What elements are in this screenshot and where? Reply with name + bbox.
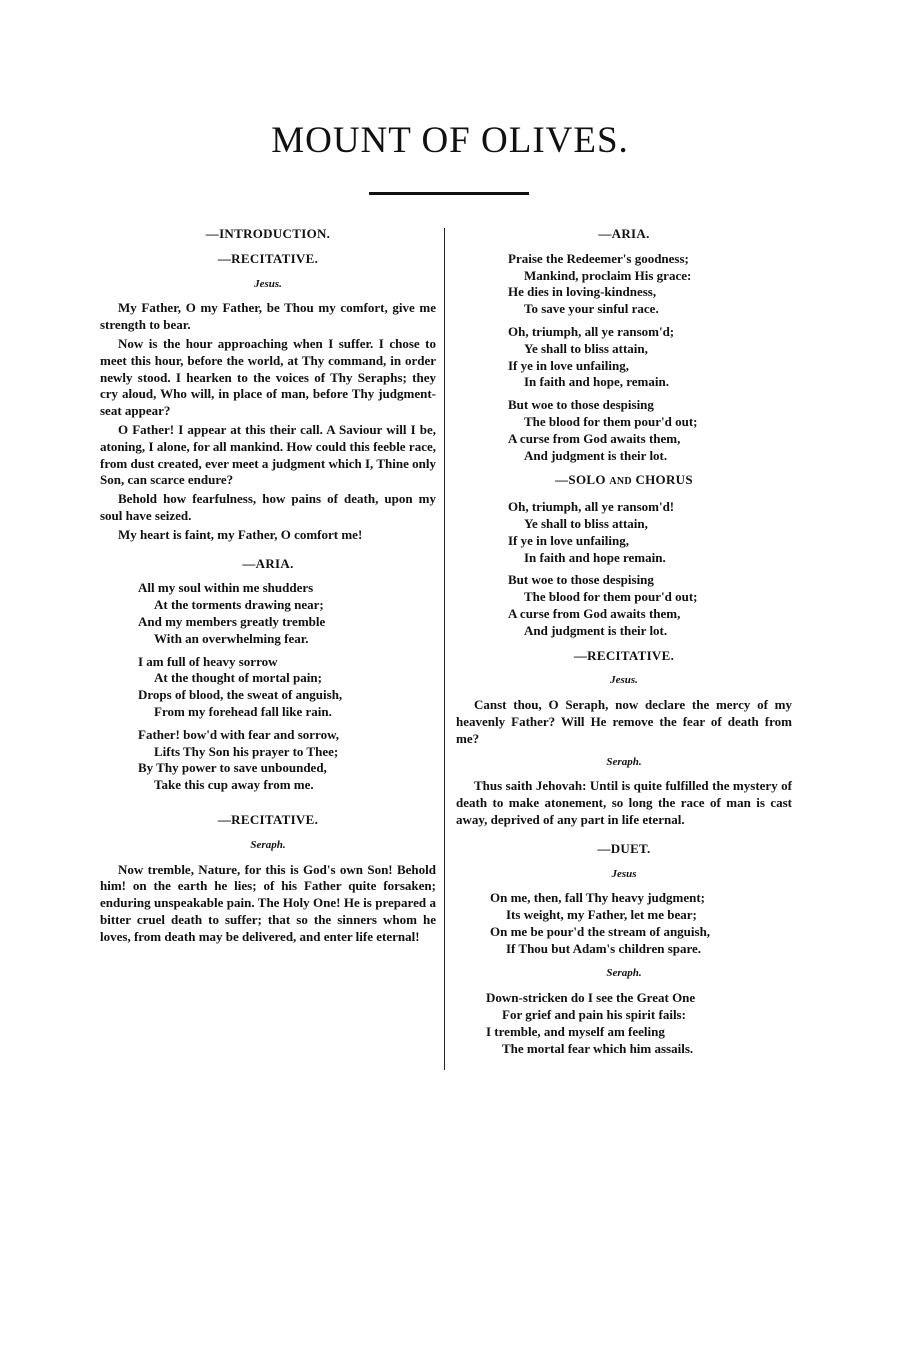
verse-line: He dies in loving-kindness, (508, 284, 657, 300)
verse-line: A curse from God awaits them, (508, 430, 681, 446)
stanza (508, 397, 792, 464)
recitative-text (100, 862, 436, 946)
duet-verse (456, 890, 792, 957)
role-label: Jesus. (610, 674, 638, 687)
verse-line: Mankind, proclaim His grace: (524, 267, 692, 283)
verse-line: But woe to those despising (508, 572, 654, 588)
duet-heading: —DUET. (597, 840, 651, 856)
verse-line: For grief and pain his spirit fails: (502, 1007, 686, 1023)
recitative-heading: —RECITATIVE. (573, 647, 675, 663)
aria-verse (456, 251, 792, 465)
paragraph: O Father! I appear at this their call. A Saviour will I be, atoning, I alone, for all mankind. How could this feeble race, from dust created, ever meet a judgment which I, Thine only Son, can scarce endure? (100, 421, 436, 488)
paragraph: Canst thou, O Seraph, now declare the mercy of my heavenly Father? Will He remove the fear of death from me? (456, 697, 792, 746)
paragraph: Thus saith Jehovah: Until is quite fulfilled the mystery of death to make atonement, so long the race of man is cast away, deprived of any part in life eternal. (456, 778, 792, 827)
verse-line: From my forehead fall like rain. (154, 703, 332, 719)
verse-line: And my members greatly tremble (138, 613, 326, 629)
paragraph: My Father, O my Father, be Thou my comfort, give me strength to bear. (100, 300, 436, 333)
stanza (138, 580, 436, 647)
verse-line: Take this cup away from me. (154, 777, 314, 793)
verse-line: The blood for them pour'd out; (524, 413, 698, 429)
paragraph: Behold how fearfulness, how pains of death, upon my soul have seized. (100, 491, 436, 523)
verse-line: The blood for them pour'd out; (524, 589, 698, 605)
verse-line: Drops of blood, the sweat of anguish, (138, 687, 343, 703)
role-label: Jesus (611, 867, 637, 880)
verse-line: With an overwhelming fear. (154, 630, 309, 646)
verse-line: A curse from God awaits them, (508, 605, 681, 621)
solo-label: —SOLO (555, 472, 606, 488)
stanza (486, 990, 792, 1057)
verse-line: All my soul within me shudders (138, 580, 314, 596)
stanza (508, 251, 792, 318)
verse-line: If ye in love unfailing, (508, 532, 629, 548)
role-label: Seraph. (606, 967, 642, 980)
title-rule (369, 192, 529, 195)
verse-line: Oh, triumph, all ye ransom'd! (508, 499, 675, 515)
recitative-text (100, 300, 436, 543)
verse-line: On me, then, fall Thy heavy judgment; (490, 890, 705, 906)
column-divider (444, 228, 445, 1070)
verse-line: At the thought of mortal pain; (154, 670, 322, 686)
verse-line: If Thou but Adam's children spare. (506, 940, 702, 956)
stanza (508, 499, 792, 566)
recitative-text (456, 778, 792, 828)
stanza (508, 324, 792, 391)
verse-line: The mortal fear which him assails. (502, 1040, 694, 1056)
verse-line: In faith and hope remain. (524, 549, 666, 565)
right-column (456, 226, 792, 1065)
verse-line: Father! bow'd with fear and sorrow, (138, 726, 340, 742)
verse-line: And judgment is their lot. (524, 447, 668, 463)
aria-heading: —ARIA. (242, 555, 294, 571)
aria-heading: —ARIA. (598, 226, 650, 241)
stanza (490, 890, 792, 957)
paragraph: My heart is faint, my Father, O comfort me! (118, 526, 363, 542)
verse-line: On me be pour'd the stream of anguish, (490, 923, 711, 939)
paragraph: Now is the hour approaching when I suffer. I chose to meet this hour, before the world, at Thy command, in order newly stood. I hearken to the voices of Thy Seraphs; they cry aloud, Who will, in place of man, before Thy judgment-seat appear? (100, 335, 436, 419)
verse-line: By Thy power to save unbounded, (138, 760, 327, 776)
verse-line: Its weight, my Father, let me bear; (506, 907, 697, 923)
left-column (100, 226, 436, 947)
stanza (508, 572, 792, 639)
verse-line: Ye shall to bliss attain, (524, 515, 648, 531)
verse-line: Praise the Redeemer's goodness; (508, 250, 689, 266)
and-label: AND (609, 476, 632, 488)
verse-line: In faith and hope, remain. (524, 374, 669, 390)
chorus-verse (456, 499, 792, 639)
aria-verse (100, 580, 436, 794)
duet-verse (456, 990, 792, 1057)
paragraph: Now tremble, Nature, for this is God's own Son! Behold him! on the earth he lies; of his Father quite forsaken; enduring unspeakable pain. The Holy One! He is prepared a bitter cruel death to suffer; that so the sinners whom he loves, from death may be delivered, and enter life eternal! (100, 861, 436, 944)
recitative-heading: —RECITATIVE. (217, 250, 319, 266)
recitative-text (456, 697, 792, 747)
verse-line: To save your sinful race. (524, 301, 659, 317)
chorus-label: CHORUS (635, 472, 693, 488)
page-title: MOUNT OF OLIVES. (271, 120, 629, 161)
verse-line: Oh, triumph, all ye ransom'd; (508, 323, 675, 339)
stanza (138, 654, 436, 721)
role-label: Jesus. (254, 277, 282, 290)
verse-line: I tremble, and myself am feeling (486, 1023, 665, 1039)
introduction-heading: —INTRODUCTION. (205, 226, 331, 241)
verse-line: But woe to those despising (508, 397, 654, 413)
verse-line: At the torments drawing near; (154, 597, 324, 613)
verse-line: And judgment is their lot. (524, 622, 668, 638)
verse-line: Down-stricken do I see the Great One (486, 990, 696, 1006)
solo-chorus-heading (456, 472, 792, 491)
stanza (138, 727, 436, 794)
verse-line: Lifts Thy Son his prayer to Thee; (154, 743, 339, 759)
verse-line: I am full of heavy sorrow (138, 653, 278, 669)
verse-line: If ye in love unfailing, (508, 357, 629, 373)
role-label: Seraph. (606, 755, 642, 768)
recitative-heading: —RECITATIVE. (217, 811, 319, 827)
role-label: Seraph. (250, 838, 286, 851)
verse-line: Ye shall to bliss attain, (524, 340, 648, 356)
